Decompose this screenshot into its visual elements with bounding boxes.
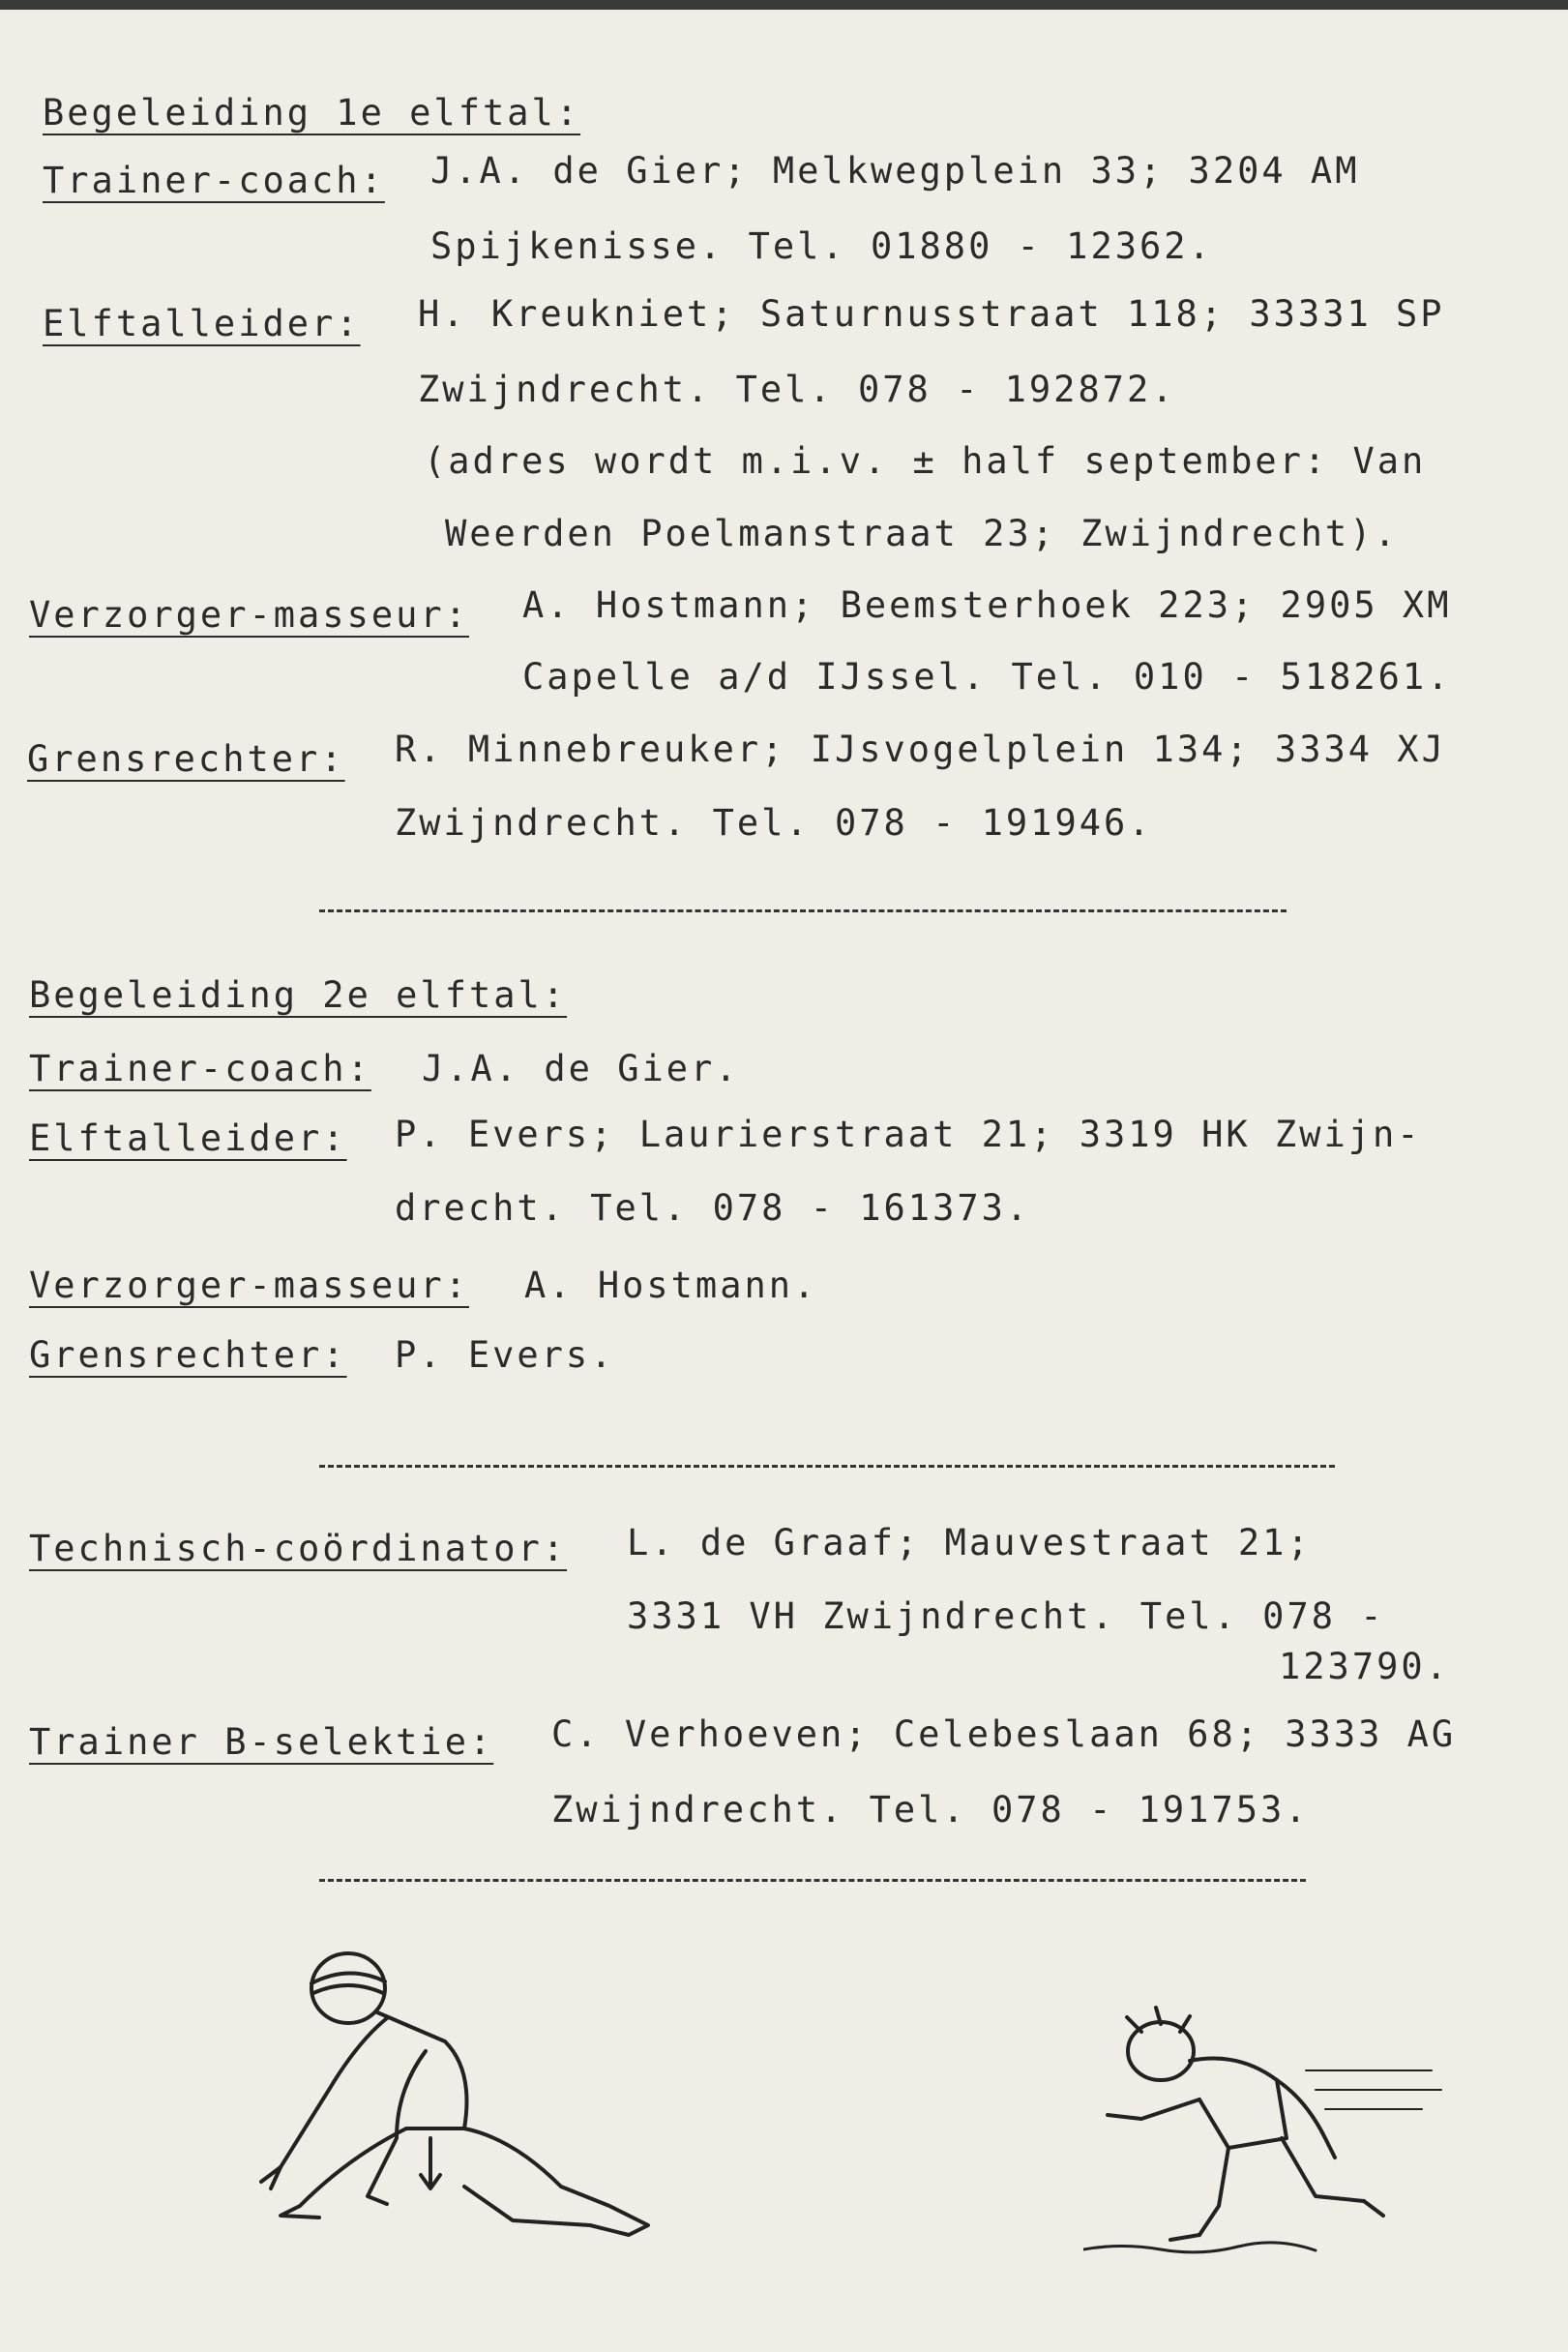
- elftalleider-2-value-cont: drecht. Tel. 078 - 161373.: [395, 1187, 1031, 1229]
- trainer-coach-value-cont: Spijkenisse. Tel. 01880 - 12362.: [430, 225, 1213, 267]
- dashed-separator: [319, 1879, 1306, 1882]
- trainer-coach-value: J.A. de Gier; Melkwegplein 33; 3204 AM: [430, 150, 1360, 192]
- running-player-cartoon: [1083, 1993, 1451, 2264]
- verzorger-value-cont: Capelle a/d IJssel. Tel. 010 - 518261.: [522, 656, 1452, 698]
- elftalleider-2-label: Elftalleider:: [29, 1117, 347, 1159]
- verzorger-2-value: A. Hostmann.: [524, 1265, 818, 1306]
- elftalleider-note: (adres wordt m.i.v. ± half september: Van: [424, 440, 1427, 482]
- trainer-b-selektie-value: C. Verhoeven; Celebeslaan 68; 3333 AG: [551, 1713, 1457, 1755]
- grensrechter-value: R. Minnebreuker; IJsvogelplein 134; 3334 XJ: [395, 729, 1446, 770]
- stretching-athlete-illustration: [242, 1945, 687, 2254]
- scan-edge: [0, 0, 1568, 10]
- dashed-separator: [319, 1465, 1335, 1468]
- elftalleider-label: Elftalleider:: [43, 303, 361, 344]
- trainer-coach-2-value: J.A. de Gier.: [422, 1048, 740, 1089]
- verzorger-2-label: Verzorger-masseur:: [29, 1265, 469, 1306]
- grensrechter-2-label: Grensrechter:: [29, 1334, 347, 1376]
- elftalleider-value: H. Kreukniet; Saturnusstraat 118; 33331 SP: [418, 293, 1445, 335]
- technisch-coordinator-value: L. de Graaf; Mauvestraat 21;: [627, 1522, 1312, 1563]
- grensrechter-2-value: P. Evers.: [395, 1334, 615, 1376]
- grensrechter-label: Grensrechter:: [27, 738, 345, 780]
- section1-heading: Begeleiding 1e elftal:: [43, 92, 581, 134]
- dashed-separator: [319, 909, 1287, 912]
- elftalleider-2-value: P. Evers; Laurierstraat 21; 3319 HK Zwijn-: [395, 1114, 1422, 1155]
- trainer-coach-label: Trainer-coach:: [43, 160, 385, 201]
- verzorger-value: A. Hostmann; Beemsterhoek 223; 2905 XM: [522, 584, 1452, 626]
- technisch-coordinator-phone-cont: 123790.: [1279, 1646, 1450, 1687]
- trainer-b-selektie-value-cont: Zwijndrecht. Tel. 078 - 191753.: [551, 1789, 1310, 1831]
- verzorger-label: Verzorger-masseur:: [29, 594, 469, 636]
- technisch-coordinator-value-cont: 3331 VH Zwijndrecht. Tel. 078 -: [627, 1595, 1385, 1637]
- elftalleider-value-cont: Zwijndrecht. Tel. 078 - 192872.: [418, 369, 1176, 410]
- section2-heading: Begeleiding 2e elftal:: [29, 974, 568, 1016]
- technisch-coordinator-label: Technisch-coördinator:: [29, 1528, 568, 1569]
- trainer-b-selektie-label: Trainer B-selektie:: [29, 1721, 494, 1763]
- trainer-coach-2-label: Trainer-coach:: [29, 1048, 371, 1089]
- grensrechter-value-cont: Zwijndrecht. Tel. 078 - 191946.: [395, 802, 1153, 844]
- elftalleider-note-cont: Weerden Poelmanstraat 23; Zwijndrecht).: [445, 513, 1399, 554]
